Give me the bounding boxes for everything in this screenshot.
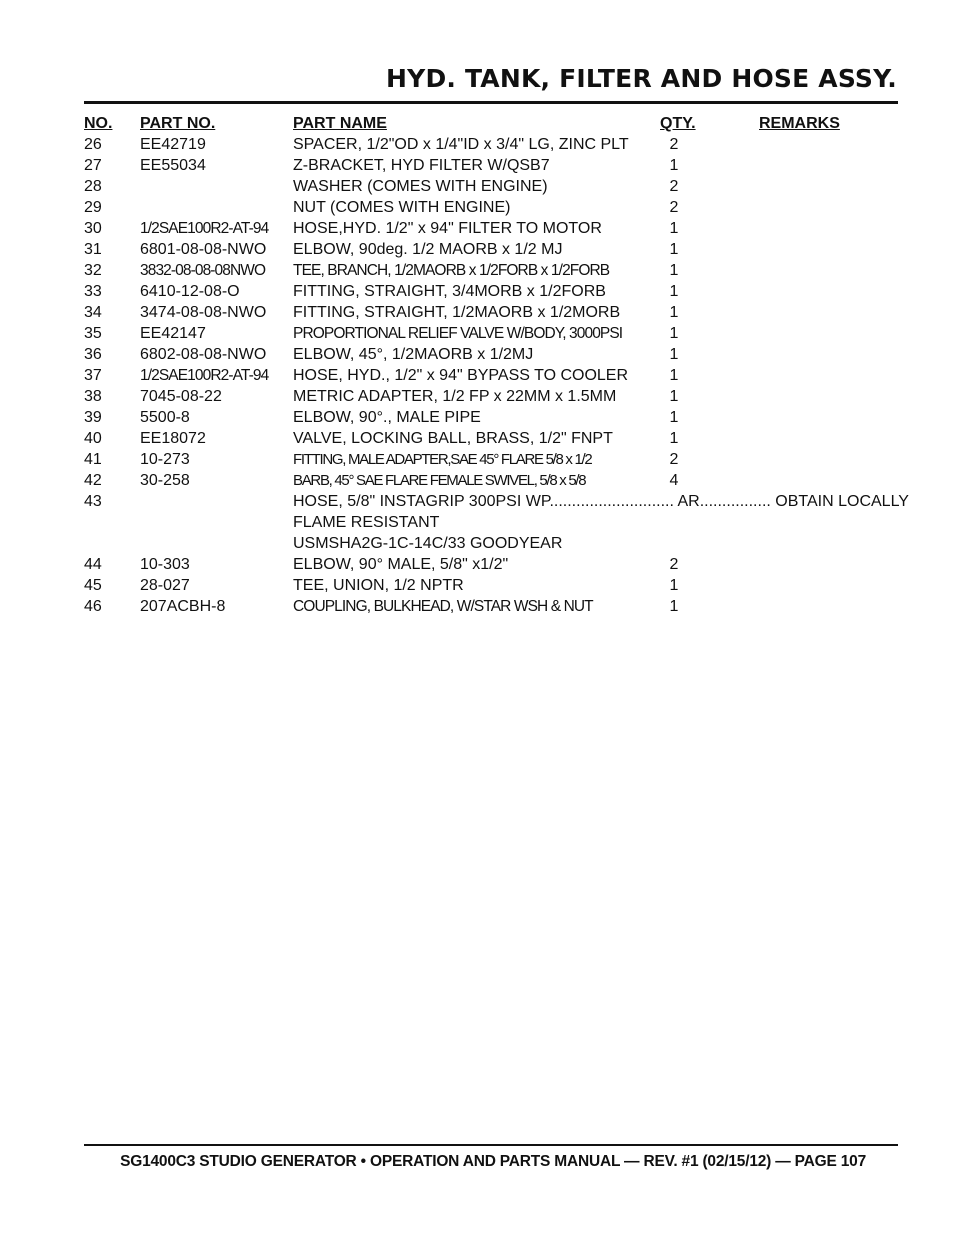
row-no: 28 (84, 178, 102, 195)
row-qty: 1 (669, 430, 679, 447)
row-no: 34 (84, 304, 102, 321)
table-row (84, 554, 898, 575)
page-footer: SG1400C3 STUDIO GENERATOR • OPERATION AND PARTS MANUAL — REV. #1 (02/15/12) — PAGE 107 (120, 1153, 866, 1170)
row-part-name: FITTING, STRAIGHT, 1/2MAORB x 1/2MORB (293, 304, 621, 321)
row-qty: 1 (669, 577, 679, 594)
col-header-no: NO. (84, 115, 113, 132)
row-qty: 2 (669, 178, 679, 195)
row-part-name: HOSE,HYD. 1/2" x 94" FILTER TO MOTOR (293, 220, 602, 237)
row-no: 41 (84, 451, 102, 468)
row-part-no: 10-273 (140, 451, 190, 468)
row-no: 27 (84, 157, 102, 174)
row-part-no: 6802-08-08-NWO (140, 346, 267, 363)
row-part-no: EE42719 (140, 136, 206, 153)
row-part-name: Z-BRACKET, HYD FILTER W/QSB7 (293, 157, 550, 174)
table-row (84, 575, 898, 596)
row-qty: 1 (669, 262, 679, 279)
row-qty: 4 (669, 472, 679, 489)
row-part-name: TEE, UNION, 1/2 NPTR (293, 577, 464, 594)
row-qty: 2 (669, 136, 679, 153)
row-part-no: 5500-8 (140, 409, 190, 426)
table-row (84, 260, 898, 281)
row-part-name: COUPLING, BULKHEAD, W/STAR WSH & NUT (293, 598, 593, 615)
page-title: HYD. TANK, FILTER AND HOSE ASSY. (386, 64, 897, 93)
row-part-no: EE42147 (140, 325, 206, 342)
table-row (84, 491, 909, 512)
table-row (84, 155, 898, 176)
row-no: 44 (84, 556, 102, 573)
row-part-no: 6410-12-08-O (140, 283, 240, 300)
row-no: 31 (84, 241, 102, 258)
table-row (84, 386, 898, 407)
row-qty: 1 (669, 157, 679, 174)
row-no: 29 (84, 199, 102, 216)
row-part-no: EE55034 (140, 157, 206, 174)
table-row (84, 302, 898, 323)
row-part-no: 3474-08-08-NWO (140, 304, 267, 321)
row-no: 32 (84, 262, 102, 279)
row-no: 39 (84, 409, 102, 426)
row-part-name: FITTING, MALE ADAPTER,SAE 45° FLARE 5/8 x 1/2 (293, 451, 592, 468)
row-qty: 1 (669, 388, 679, 405)
table-row (84, 365, 898, 386)
table-row (84, 323, 898, 344)
table-row-continuation (84, 533, 898, 554)
table-row (84, 470, 898, 491)
row-no: 26 (84, 136, 102, 153)
row-part-no: 6801-08-08-NWO (140, 241, 267, 258)
row-qty: 1 (669, 598, 679, 615)
table-row (84, 407, 898, 428)
header-rule (84, 101, 898, 104)
row-qty: 1 (669, 283, 679, 300)
row-part-no: 1/2SAE100R2-AT-94 (140, 367, 269, 384)
table-row (84, 449, 898, 470)
row-qty: 1 (669, 409, 679, 426)
row-no: 46 (84, 598, 102, 615)
parts-table (84, 113, 909, 617)
row-no: 43 (84, 493, 102, 510)
row-part-no: 1/2SAE100R2-AT-94 (140, 220, 269, 237)
row-no: 45 (84, 577, 102, 594)
row-no: 36 (84, 346, 102, 363)
row-part-name: METRIC ADAPTER, 1/2 FP x 22MM x 1.5MM (293, 388, 617, 405)
col-header-qty: QTY. (660, 115, 696, 132)
row-part-name: ELBOW, 45°, 1/2MAORB x 1/2MJ (293, 346, 534, 363)
row-no: 42 (84, 472, 102, 489)
row-qty: 2 (669, 199, 679, 216)
row-part-no: EE18072 (140, 430, 206, 447)
row-qty: 1 (669, 241, 679, 258)
row-part-no: 207ACBH-8 (140, 598, 226, 615)
row-part-no: 30-258 (140, 472, 190, 489)
row-part-name: HOSE, HYD., 1/2" x 94" BYPASS TO COOLER (293, 367, 629, 384)
table-row (84, 428, 898, 449)
table-row (84, 134, 898, 155)
col-header-part-no: PART NO. (140, 115, 216, 132)
row-no: 33 (84, 283, 102, 300)
row-part-name: FITTING, STRAIGHT, 3/4MORB x 1/2FORB (293, 283, 606, 300)
table-row (84, 239, 898, 260)
row-no: 38 (84, 388, 102, 405)
footer-rule (84, 1144, 898, 1146)
row-part-name: WASHER (COMES WITH ENGINE) (293, 178, 548, 195)
row-part-name-line2: FLAME RESISTANT (293, 514, 440, 531)
row-qty: 1 (669, 367, 679, 384)
row-qty: 1 (669, 325, 679, 342)
row-part-no: 10-303 (140, 556, 190, 573)
row-qty: 2 (669, 451, 679, 468)
row-part-no: 28-027 (140, 577, 190, 594)
row-part-name: VALVE, LOCKING BALL, BRASS, 1/2" FNPT (293, 430, 613, 447)
row-part-name: NUT (COMES WITH ENGINE) (293, 199, 511, 216)
row-qty: 1 (669, 304, 679, 321)
row-qty: 1 (669, 220, 679, 237)
row-part-name: TEE, BRANCH, 1/2MAORB x 1/2FORB x 1/2FORB (293, 262, 610, 279)
table-row (84, 281, 898, 302)
row-no: 30 (84, 220, 102, 237)
row-no: 37 (84, 367, 102, 384)
table-header-row (84, 113, 898, 134)
row-no: 35 (84, 325, 102, 342)
table-row (84, 218, 898, 239)
row-qty: 1 (669, 346, 679, 363)
table-row-continuation (84, 512, 898, 533)
table-row (84, 596, 898, 617)
table-row (84, 176, 898, 197)
col-header-part-name: PART NAME (293, 115, 387, 132)
row-part-no: 7045-08-22 (140, 388, 222, 405)
row-part-name: SPACER, 1/2"OD x 1/4"ID x 3/4" LG, ZINC PLT (293, 136, 629, 153)
row-part-name: BARB, 45° SAE FLARE FEMALE SWIVEL, 5/8 x 5/8 (293, 472, 586, 489)
row-part-name: PROPORTIONAL RELIEF VALVE W/BODY, 3000PSI (293, 325, 623, 342)
table-row (84, 197, 898, 218)
row-part-name-line3: USMSHA2G-1C-14C/33 GOODYEAR (293, 535, 563, 552)
row-part-name: ELBOW, 90° MALE, 5/8" x1/2" (293, 556, 509, 573)
row-part-name: ELBOW, 90°., MALE PIPE (293, 409, 481, 426)
table-row (84, 344, 898, 365)
row-part-name-with-remarks: HOSE, 5/8" INSTAGRIP 300PSI WP............................ AR................ OBTAIN LOCALLY (293, 493, 909, 510)
row-qty: 2 (669, 556, 679, 573)
row-part-name: ELBOW, 90deg. 1/2 MAORB x 1/2 MJ (293, 241, 563, 258)
row-no: 40 (84, 430, 102, 447)
row-part-no: 3832-08-08-08NWO (140, 262, 266, 279)
col-header-remarks: REMARKS (759, 115, 840, 132)
